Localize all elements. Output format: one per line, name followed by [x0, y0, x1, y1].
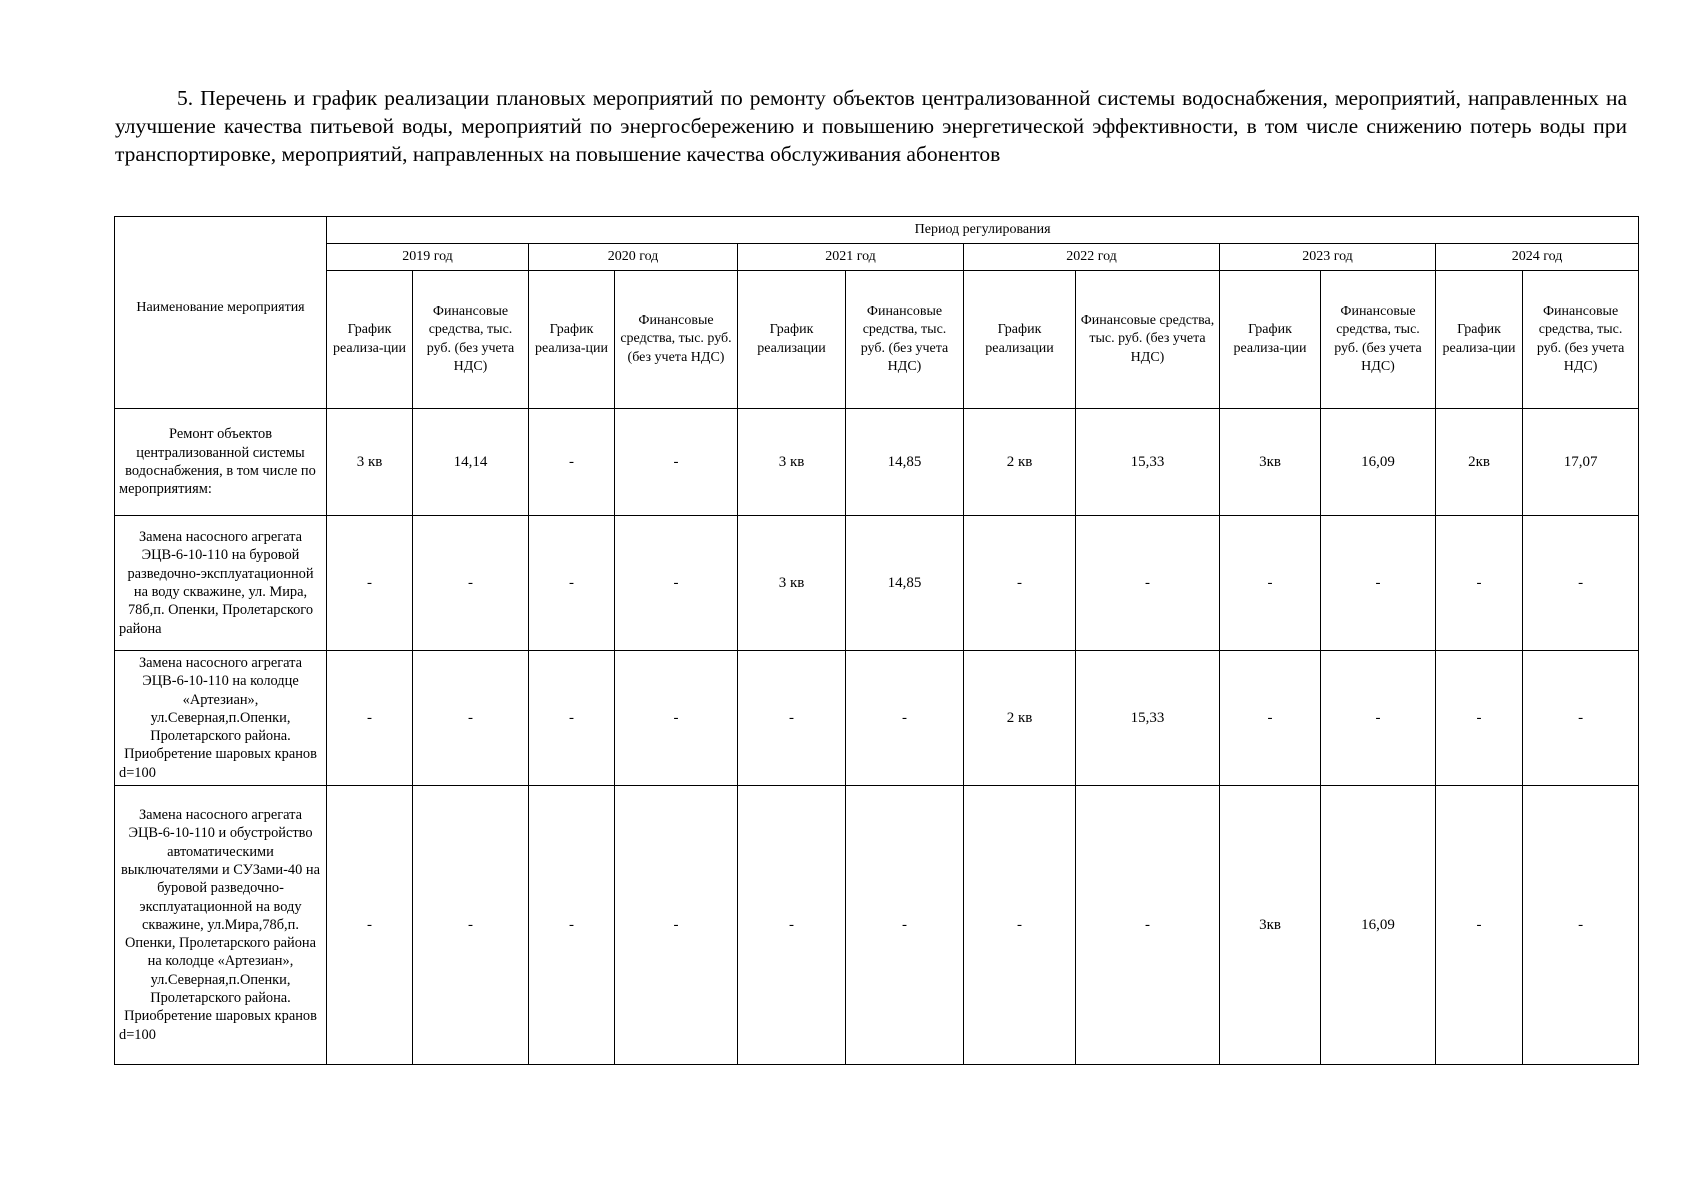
- header-row-years: [115, 244, 1639, 271]
- table-row: [115, 651, 1639, 786]
- schedule-cell: 3кв: [1220, 409, 1321, 516]
- schedule-header: График реализа-ции: [1436, 271, 1523, 409]
- schedule-cell: 3кв: [1220, 786, 1321, 1065]
- activity-name: Ремонт объектов централизованной системы водоснабжения, в том числе по мероприятиям:: [115, 409, 327, 516]
- schedule-cell: -: [738, 651, 846, 786]
- schedule-header: График реализа-ции: [327, 271, 413, 409]
- finance-cell: -: [1523, 516, 1639, 651]
- finance-cell: 14,85: [846, 516, 964, 651]
- schedule-header: График реализации: [964, 271, 1076, 409]
- finance-cell: 17,07: [1523, 409, 1639, 516]
- schedule-cell: -: [738, 786, 846, 1065]
- schedule-cell: -: [964, 516, 1076, 651]
- finance-cell: 16,09: [1321, 786, 1436, 1065]
- finance-cell: -: [1321, 651, 1436, 786]
- schedule-header: График реализации: [738, 271, 846, 409]
- schedule-cell: -: [1436, 786, 1523, 1065]
- name-header-cell: [115, 217, 327, 409]
- schedule-cell: 3 кв: [738, 409, 846, 516]
- name-header: Наименование мероприятия: [136, 300, 305, 316]
- schedule-cell: -: [529, 409, 615, 516]
- finance-cell: -: [1076, 516, 1220, 651]
- schedule-cell: -: [529, 516, 615, 651]
- finance-cell: -: [413, 786, 529, 1065]
- schedule-header: График реализа-ции: [529, 271, 615, 409]
- finance-cell: -: [413, 516, 529, 651]
- year-header-2024: 2024 год: [1436, 244, 1639, 271]
- finance-cell: -: [846, 651, 964, 786]
- schedule-cell: 2кв: [1436, 409, 1523, 516]
- finance-header: Финансовые средства, тыс. руб. (без учета НДС): [846, 271, 964, 409]
- schedule-cell: -: [1220, 651, 1321, 786]
- finance-cell: -: [615, 786, 738, 1065]
- activity-name: Замена насосного агрегата ЭЦВ-6-10-110 на буровой разведочно-эксплуатационной на воду скважине, ул. Мира, 78б,п. Опенки, Пролетарского района: [115, 516, 327, 651]
- schedule-cell: -: [529, 786, 615, 1065]
- year-header-2021: 2021 год: [738, 244, 964, 271]
- year-header-2023: 2023 год: [1220, 244, 1436, 271]
- schedule-cell: 3 кв: [327, 409, 413, 516]
- schedule-cell: -: [327, 786, 413, 1065]
- schedule-cell: 2 кв: [964, 409, 1076, 516]
- schedule-cell: -: [1220, 516, 1321, 651]
- finance-cell: -: [615, 516, 738, 651]
- finance-cell: 15,33: [1076, 651, 1220, 786]
- schedule-cell: 2 кв: [964, 651, 1076, 786]
- finance-cell: -: [1523, 786, 1639, 1065]
- year-header-2020: 2020 год: [529, 244, 738, 271]
- schedule-cell: -: [1436, 516, 1523, 651]
- schedule-cell: -: [1436, 651, 1523, 786]
- activity-name: Замена насосного агрегата ЭЦВ-6-10-110 и обустройство автоматическими выключателями и СУЗами-40 на буровой разведочно-эксплуатационной на воду скважине, ул.Мира,78б,п. Опенки, Пролетарского района на колодце «Артезиан», ул.Северная,п.Опенки, Пролетарского района. Приобретение шаровых кранов d=100: [115, 786, 327, 1065]
- period-header: Период регулирования: [327, 217, 1639, 244]
- finance-header: Финансовые средства, тыс. руб. (без учета НДС): [413, 271, 529, 409]
- year-header-2022: 2022 год: [964, 244, 1220, 271]
- finance-cell: -: [1321, 516, 1436, 651]
- table-row: [115, 516, 1639, 651]
- finance-cell: 14,85: [846, 409, 964, 516]
- schedule-cell: -: [327, 651, 413, 786]
- table-row: [115, 786, 1639, 1065]
- finance-cell: -: [846, 786, 964, 1065]
- finance-header: Финансовые средства, тыс. руб. (без учета НДС): [1076, 271, 1220, 409]
- finance-header: Финансовые средства, тыс. руб. (без учета НДС): [615, 271, 738, 409]
- finance-cell: -: [1523, 651, 1639, 786]
- table-row: [115, 409, 1639, 516]
- schedule-cell: -: [529, 651, 615, 786]
- schedule-cell: -: [327, 516, 413, 651]
- activity-name: Замена насосного агрегата ЭЦВ-6-10-110 на колодце «Артезиан», ул.Северная,п.Опенки, Пролетарского района. Приобретение шаровых кранов d=100: [115, 651, 327, 786]
- year-header-2019: 2019 год: [327, 244, 529, 271]
- finance-header: Финансовые средства, тыс. руб. (без учета НДС): [1523, 271, 1639, 409]
- header-row-subheaders: [115, 271, 1639, 409]
- finance-cell: -: [615, 651, 738, 786]
- finance-header: Финансовые средства, тыс. руб. (без учета НДС): [1321, 271, 1436, 409]
- finance-cell: -: [615, 409, 738, 516]
- finance-cell: -: [413, 651, 529, 786]
- section-heading: 5. Перечень и график реализации плановых мероприятий по ремонту объектов централизованной системы водоснабжения, мероприятий, направленных на улучшение качества питьевой воды, мероприятий по энергосбережению и повышению энергетической эффективности, в том числе снижению потерь воды при транспортировке, мероприятий, направленных на повышение качества обслуживания абонентов: [115, 86, 1627, 166]
- header-row-period: [115, 217, 1639, 244]
- finance-cell: 14,14: [413, 409, 529, 516]
- finance-cell: 15,33: [1076, 409, 1220, 516]
- plan-table: [114, 216, 1639, 1065]
- finance-cell: 16,09: [1321, 409, 1436, 516]
- schedule-cell: 3 кв: [738, 516, 846, 651]
- finance-cell: -: [1076, 786, 1220, 1065]
- schedule-header: График реализа-ции: [1220, 271, 1321, 409]
- schedule-cell: -: [964, 786, 1076, 1065]
